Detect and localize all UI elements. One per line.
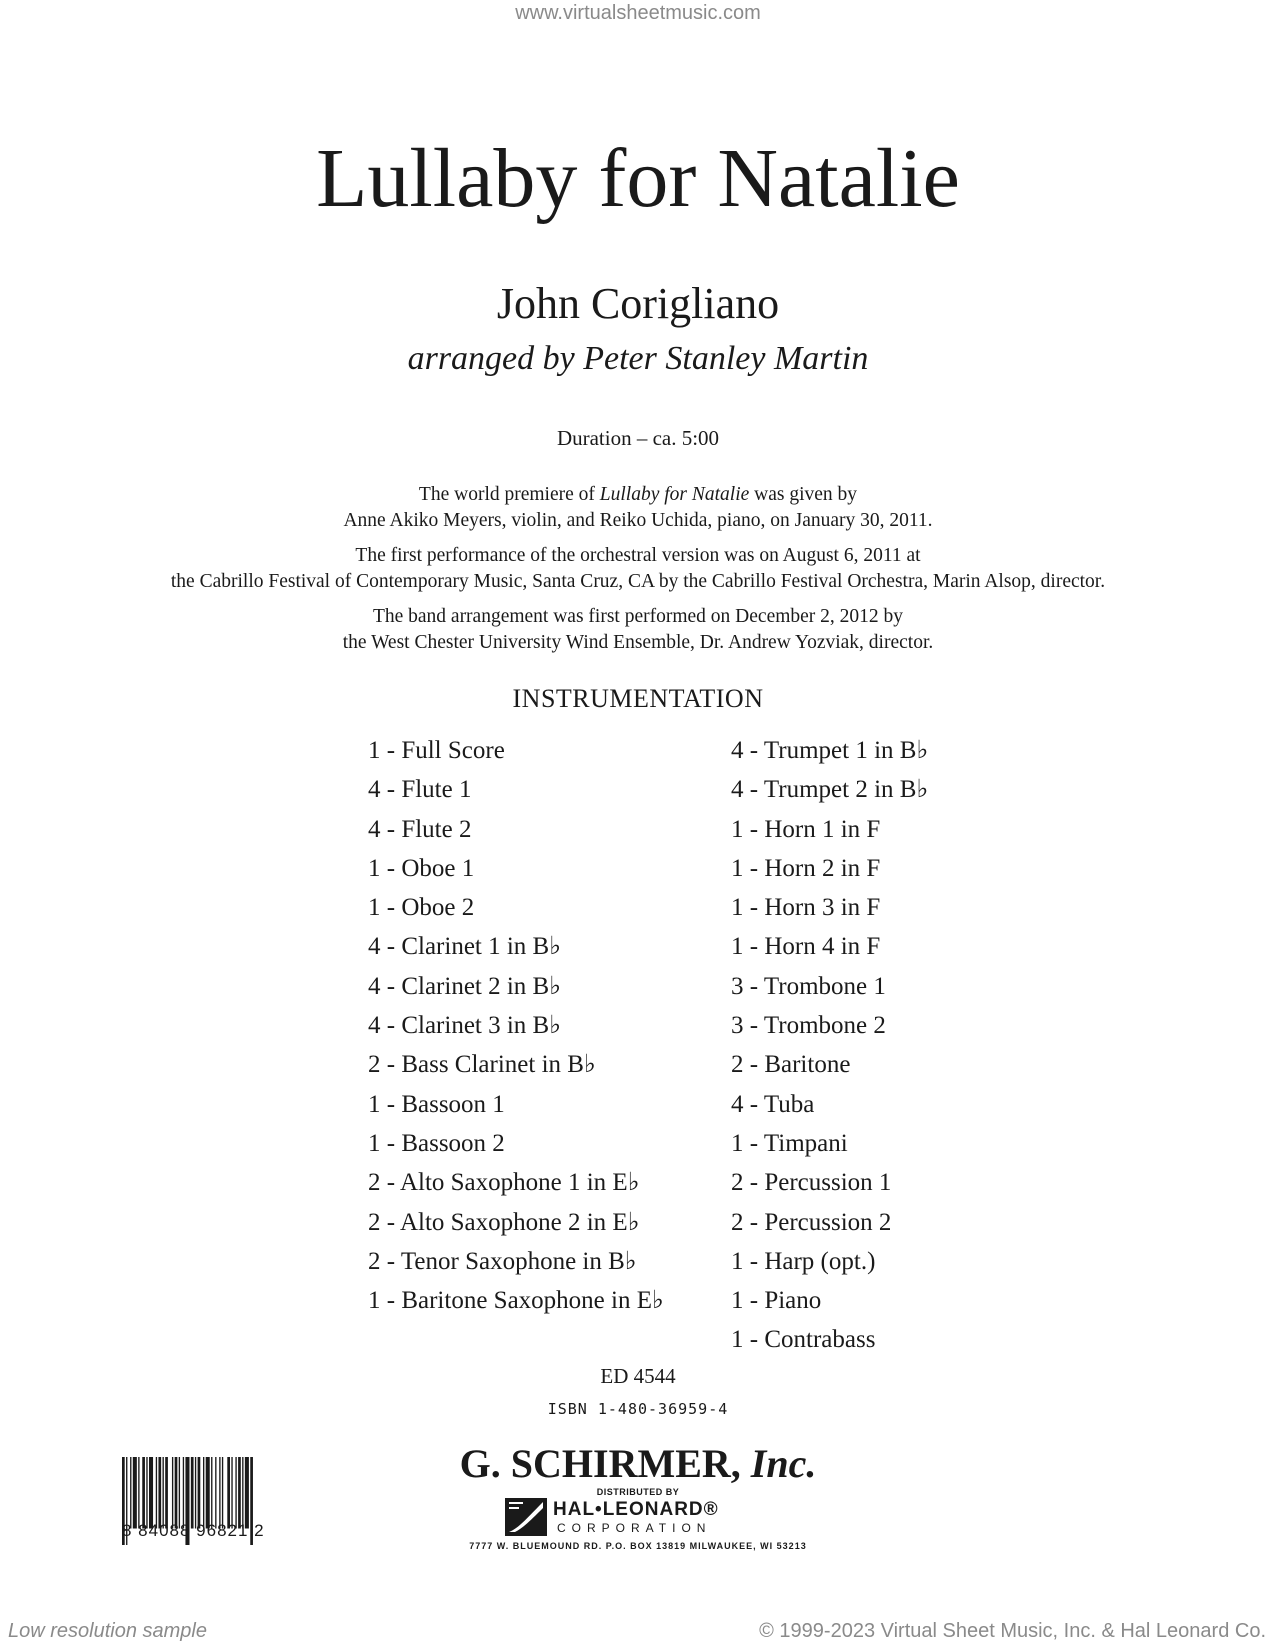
- instrument-item: 2 - Baritone: [731, 1051, 851, 1079]
- duration: Duration – ca. 5:00: [556, 426, 720, 450]
- distributor-corporation: CORPORATION: [557, 1521, 712, 1535]
- instrument-item: 1 - Contrabass: [731, 1326, 876, 1354]
- instrument-item: 4 - Tuba: [731, 1090, 815, 1118]
- premiere-text-post: was given by: [749, 484, 858, 505]
- instrument-item: 4 - Flute 2: [368, 815, 472, 843]
- distributor-address: 7777 W. BLUEMOUND RD. P.O. BOX 13819 MILWAUKEE, WI 53213: [469, 1541, 807, 1551]
- hal-leonard-logo-icon: [505, 1498, 547, 1536]
- instrument-item: 4 - Clarinet 1 in B♭: [368, 933, 562, 961]
- instrument-item: 1 - Baritone Saxophone in E♭: [368, 1287, 664, 1315]
- instrument-item: 2 - Percussion 2: [731, 1208, 892, 1236]
- publisher-name-text: G. SCHIRMER,: [459, 1441, 751, 1486]
- orchestral-note: [0, 543, 1276, 595]
- arranger-credit: arranged by Peter Stanley Martin: [407, 340, 869, 377]
- instrument-item: 1 - Horn 2 in F: [731, 854, 881, 882]
- publisher-name: [0, 1440, 1276, 1487]
- performance-notes: [0, 482, 1276, 665]
- band-line-1: The band arrangement was first performed on December 2, 2012 by: [372, 606, 904, 627]
- instrument-item: 1 - Horn 1 in F: [731, 815, 881, 843]
- instrument-item: 1 - Harp (opt.): [731, 1247, 876, 1275]
- instrument-item: 3 - Trombone 1: [731, 972, 886, 1000]
- instrument-item: 2 - Bass Clarinet in B♭: [368, 1051, 596, 1079]
- premiere-performers: Anne Akiko Meyers, violin, and Reiko Uchida, piano, on January 30, 2011.: [343, 510, 933, 531]
- instrument-item: 1 - Oboe 1: [368, 854, 475, 882]
- instrument-item: 4 - Clarinet 3 in B♭: [368, 1012, 562, 1040]
- instrument-item: 1 - Horn 3 in F: [731, 894, 881, 922]
- instrumentation-heading: INSTRUMENTATION: [512, 684, 764, 713]
- instrumentation-list-left: [368, 731, 664, 1320]
- instrument-item: 1 - Bassoon 1: [368, 1090, 505, 1118]
- composer-name: John Corigliano: [496, 279, 780, 328]
- premiere-text-pre: The world premiere of: [418, 484, 600, 505]
- instrument-item: 4 - Flute 1: [368, 776, 472, 804]
- publisher-inc: Inc.: [750, 1441, 817, 1486]
- premiere-note: [0, 482, 1276, 534]
- instrument-item: 1 - Oboe 2: [368, 894, 475, 922]
- instrument-item: 1 - Full Score: [368, 737, 505, 764]
- copyright-notice: © 1999-2023 Virtual Sheet Music, Inc. & Hal Leonard Co.: [759, 1620, 1266, 1642]
- instrument-item: 4 - Trumpet 2 in B♭: [731, 776, 929, 804]
- distributed-by-label: DISTRIBUTED BY: [596, 1487, 680, 1497]
- instrument-item: 3 - Trombone 2: [731, 1012, 886, 1040]
- watermark-url: www.virtualsheetmusic.com: [515, 2, 761, 24]
- instrument-item: 2 - Percussion 1: [731, 1169, 892, 1197]
- instrument-item: 4 - Trumpet 1 in B♭: [731, 737, 929, 764]
- instrument-item: 1 - Timpani: [731, 1129, 848, 1157]
- instrument-item: 2 - Alto Saxophone 2 in E♭: [368, 1208, 640, 1236]
- low-resolution-label: Low resolution sample: [8, 1620, 207, 1642]
- band-line-2: the West Chester University Wind Ensemble, Dr. Andrew Yozviak, director.: [342, 632, 934, 653]
- instrument-item: 1 - Piano: [731, 1287, 822, 1315]
- premiere-title: Lullaby for Natalie: [599, 484, 750, 505]
- instrument-item: 4 - Clarinet 2 in B♭: [368, 972, 562, 1000]
- distributor-name: HAL•LEONARD®: [553, 1499, 719, 1520]
- orchestral-line-1: The first performance of the orchestral version was on August 6, 2011 at: [355, 545, 921, 566]
- orchestral-line-2: the Cabrillo Festival of Contemporary Music, Santa Cruz, CA by the Cabrillo Festival Orchestra, Marin Alsop, director.: [170, 571, 1106, 592]
- band-note: [0, 604, 1276, 656]
- instrumentation-list-right: [731, 731, 928, 1360]
- piece-title: Lullaby for Natalie: [316, 132, 960, 225]
- barcode-number: 8 84088 96821 2: [122, 1521, 265, 1540]
- isbn: ISBN 1-480-36959-4: [547, 1400, 729, 1418]
- instrument-item: 2 - Tenor Saxophone in B♭: [368, 1247, 637, 1275]
- instrument-item: 1 - Horn 4 in F: [731, 933, 881, 961]
- edition-number: ED 4544: [600, 1364, 676, 1388]
- instrument-item: 2 - Alto Saxophone 1 in E♭: [368, 1169, 640, 1197]
- instrument-item: 1 - Bassoon 2: [368, 1129, 505, 1157]
